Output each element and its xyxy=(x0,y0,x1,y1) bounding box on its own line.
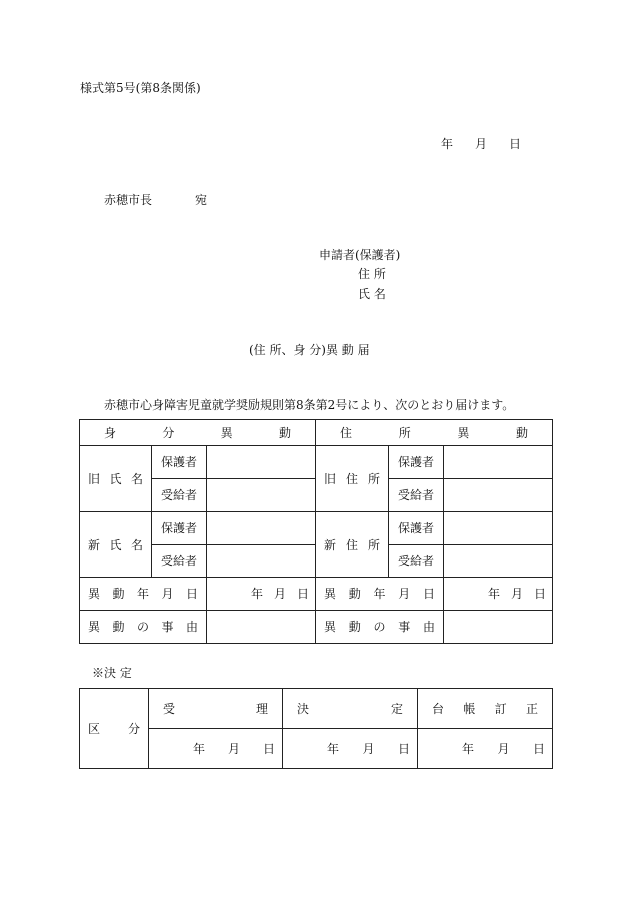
date-year: 年 xyxy=(441,137,454,151)
date-line xyxy=(441,138,521,150)
address-change-reason-value[interactable] xyxy=(444,611,553,644)
address-change-date-value[interactable]: 年 月 日 xyxy=(444,578,553,611)
address-change-date-label: 異 動 年 月 日 xyxy=(316,578,444,611)
decision-decide-label: 決 定 xyxy=(283,689,418,729)
applicant-address-label: 住 所 xyxy=(358,267,386,281)
header-status-change: 身 分 異 動 xyxy=(80,420,316,446)
address-change-reason-label: 異 動 の 事 由 xyxy=(316,611,444,644)
decision-decide-date[interactable]: 年 月 日 xyxy=(283,729,418,769)
new-address-recipient-value[interactable] xyxy=(444,545,553,578)
new-address-guardian-label: 保護者 xyxy=(389,512,444,545)
decision-table xyxy=(79,688,553,769)
new-name-recipient-value[interactable] xyxy=(207,545,316,578)
statement: 赤穂市心身障害児童就学奨励規則第8条第2号により、次のとおり届けます。 xyxy=(104,398,515,412)
status-change-reason-label: 異 動 の 事 由 xyxy=(80,611,207,644)
decision-title: ※決 定 xyxy=(92,666,132,680)
old-address-guardian-value[interactable] xyxy=(444,446,553,479)
old-address-recipient-value[interactable] xyxy=(444,479,553,512)
change-table xyxy=(79,419,553,644)
decision-accept-date[interactable]: 年 月 日 xyxy=(149,729,283,769)
date-day: 日 xyxy=(508,137,521,151)
old-address-guardian-label: 保護者 xyxy=(389,446,444,479)
form-number: 様式第5号(第8条関係) xyxy=(80,81,201,95)
header-address-change: 住 所 異 動 xyxy=(316,420,553,446)
new-address-guardian-value[interactable] xyxy=(444,512,553,545)
old-name-label: 旧 氏 名 xyxy=(80,446,152,512)
new-address-recipient-label: 受給者 xyxy=(389,545,444,578)
decision-ledger-label: 台 帳 訂 正 xyxy=(418,689,553,729)
applicant-title: 申請者(保護者) xyxy=(319,248,401,262)
document-title: (住 所、身 分)異 動 届 xyxy=(249,343,370,357)
new-name-label: 新 氏 名 xyxy=(80,512,152,578)
status-change-date-label: 異 動 年 月 日 xyxy=(80,578,207,611)
decision-ledger-date[interactable]: 年 月 日 xyxy=(418,729,553,769)
decision-accept-label: 受 理 xyxy=(149,689,283,729)
new-name-recipient-label: 受給者 xyxy=(152,545,207,578)
old-name-guardian-label: 保護者 xyxy=(152,446,207,479)
new-name-guardian-label: 保護者 xyxy=(152,512,207,545)
old-name-guardian-value[interactable] xyxy=(207,446,316,479)
decision-section-label: 区 分 xyxy=(80,689,149,769)
addressee-mayor: 赤穂市長 xyxy=(104,193,153,207)
old-address-label: 旧 住 所 xyxy=(316,446,389,512)
addressee-suffix: 宛 xyxy=(195,193,208,207)
old-address-recipient-label: 受給者 xyxy=(389,479,444,512)
old-name-recipient-value[interactable] xyxy=(207,479,316,512)
new-address-label: 新 住 所 xyxy=(316,512,389,578)
status-change-date-value[interactable]: 年 月 日 xyxy=(207,578,316,611)
old-name-recipient-label: 受給者 xyxy=(152,479,207,512)
status-change-reason-value[interactable] xyxy=(207,611,316,644)
new-name-guardian-value[interactable] xyxy=(207,512,316,545)
applicant-name-label: 氏 名 xyxy=(358,287,386,301)
date-month: 月 xyxy=(474,137,487,151)
